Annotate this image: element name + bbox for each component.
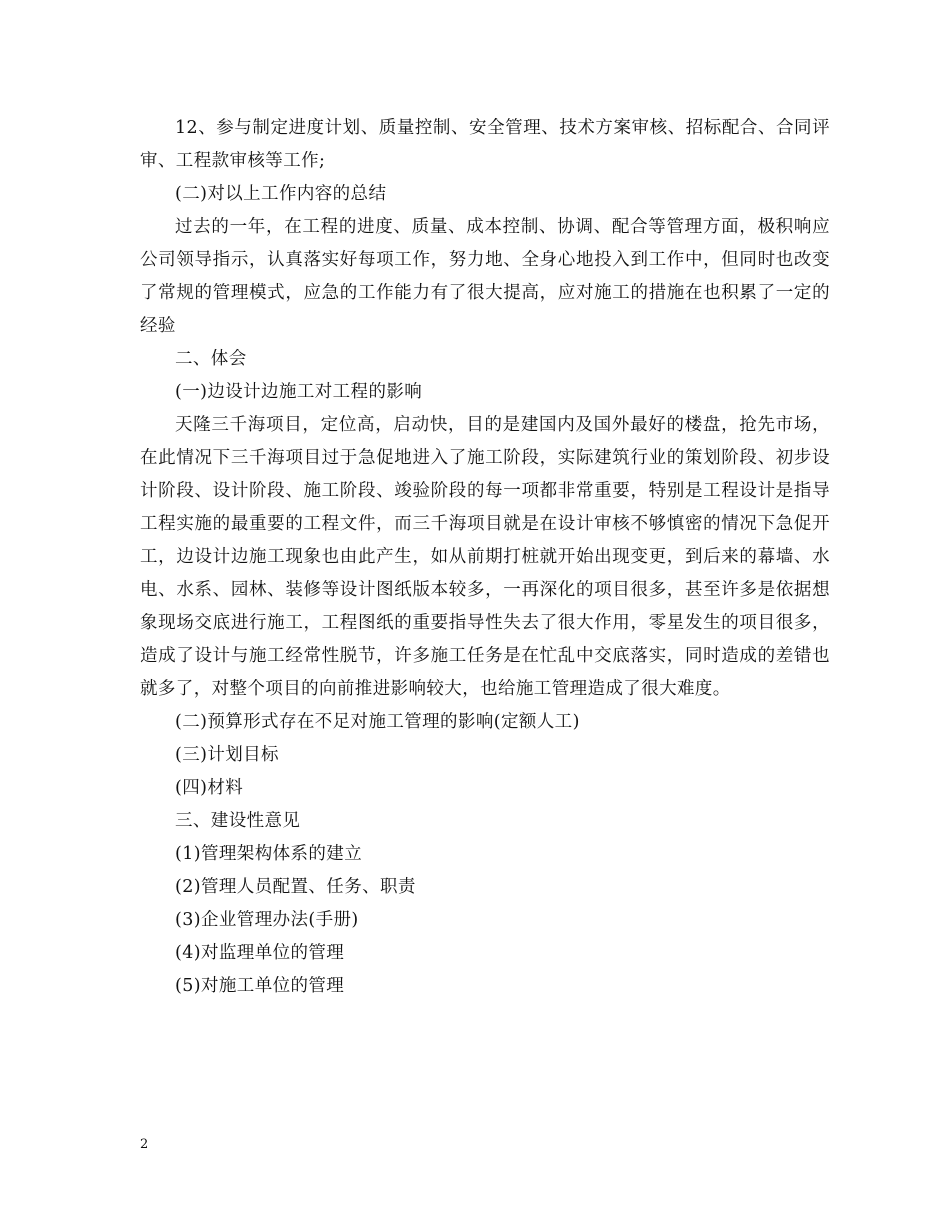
subheading-materials: (四)材料 <box>175 778 244 798</box>
paragraph-item-12-responsibilities: 12、参与制定进度计划、质量控制、安全管理、技术方案审核、招标配合、合同评审、工程款审核等工作; <box>140 118 830 171</box>
subheading-budget: (二)预算形式存在不足对施工管理的影响(定额人工) <box>175 712 580 732</box>
subheading-design-construction: (一)边设计边施工对工程的影响 <box>175 382 423 402</box>
section-heading-suggestions: 三、建设性意见 <box>175 811 301 831</box>
paragraph-project-body: 天隆三千海项目，定位高，启动快，目的是建国内及国外最好的楼盘，抢先市场，在此情况下三千海项目过于急促地进入了施工阶段，实际建筑行业的策划阶段、初步设计阶段、设计阶段、施工阶段、竣验阶段的每一项都非常重要，特别是工程设计是指导工程实施的最重要的工程文件，而三千海项目就是在设计审核不够慎密的情况下急促开工，边设计边施工现象也由此产生，如从前期打桩就开始出现变更，到后来的幕墙、水电、水系、园林、装修等设计图纸版本较多，一再深化的项目很多，甚至许多是依据想象现场交底进行施工，工程图纸的重要指导性失去了很大作用，零星发生的项目很多，造成了设计与施工经常性脱节，许多施工任务是在忙乱中交底落实，同时造成的差错也就多了，对整个项目的向前推进影响较大，也给施工管理造成了很大难度。 <box>140 415 830 699</box>
list-item-management-manual: (3)企业管理办法(手册) <box>175 910 359 930</box>
list-item-contractor-management: (5)对施工单位的管理 <box>175 976 345 996</box>
section-heading-experience: 二、体会 <box>175 349 247 369</box>
page-number: 2 <box>140 1137 149 1152</box>
document-page <box>140 112 830 1003</box>
paragraph-summary-body: 过去的一年，在工程的进度、质量、成本控制、协调、配合等管理方面，极积响应公司领导指示，认真落实好每项工作，努力地、全身心地投入到工作中，但同时也改变了常规的管理模式，应急的工作能力有了很大提高，应对施工的措施在也积累了一定的经验 <box>140 217 830 336</box>
list-item-management-structure: (1)管理架构体系的建立 <box>175 844 363 864</box>
subheading-plan-target: (三)计划目标 <box>175 745 279 765</box>
paragraph-summary-heading: (二)对以上工作内容的总结 <box>175 184 387 204</box>
list-item-supervision-management: (4)对监理单位的管理 <box>175 943 345 963</box>
list-item-staffing: (2)管理人员配置、任务、职责 <box>175 877 416 897</box>
